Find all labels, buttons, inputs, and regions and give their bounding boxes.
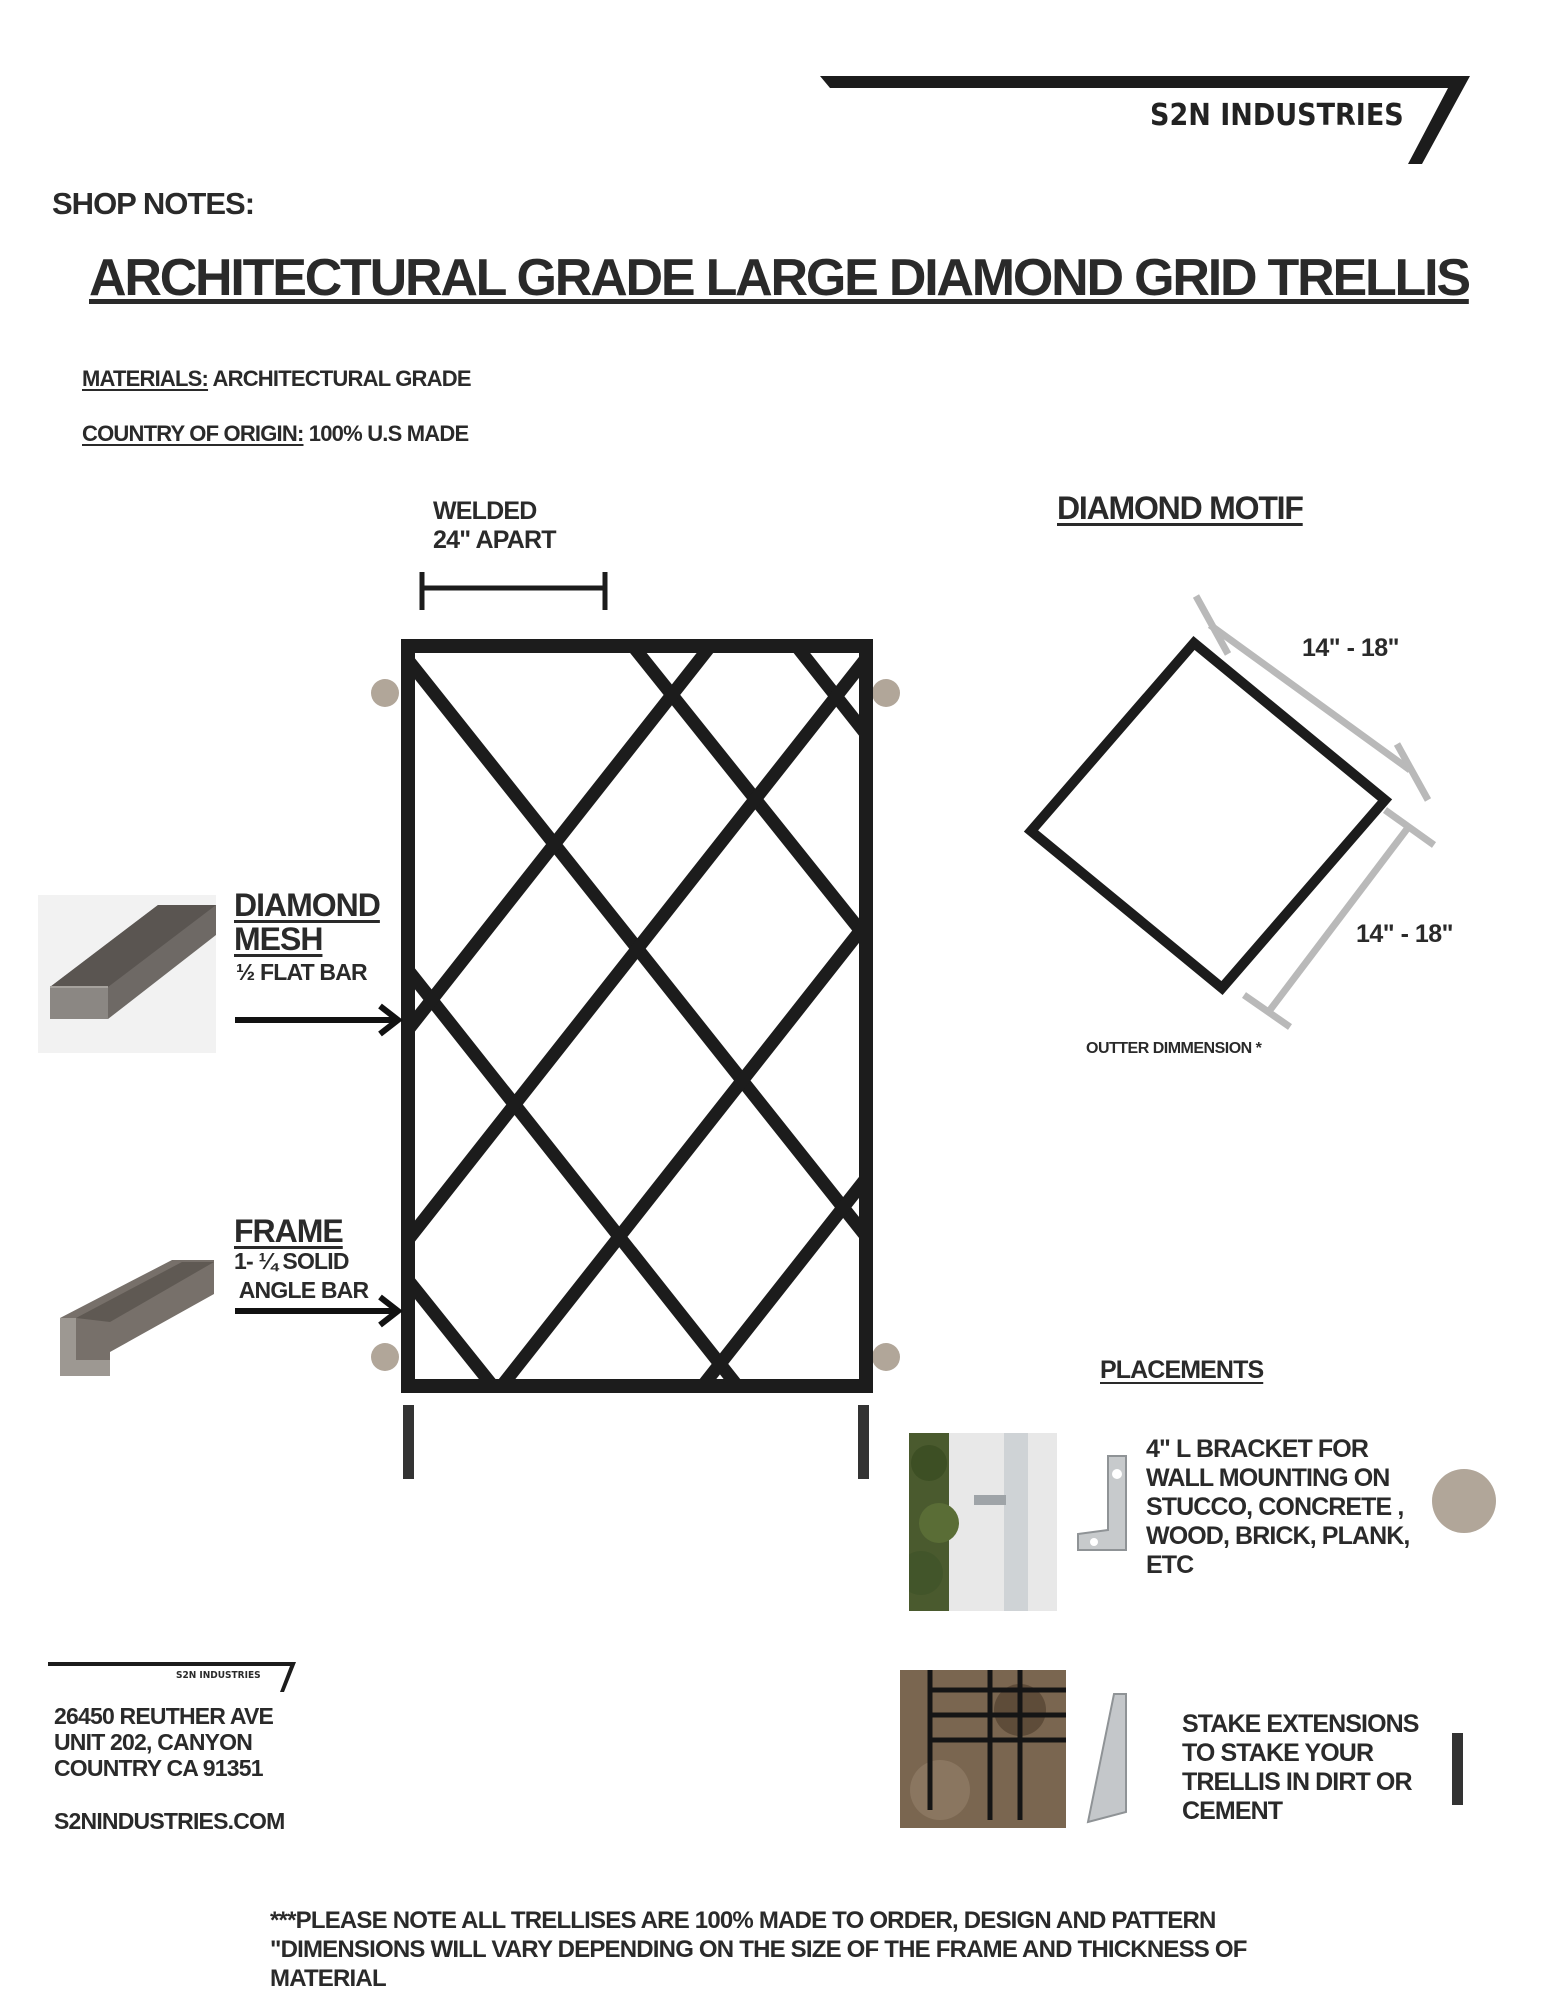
stake-marker [1452, 1733, 1463, 1805]
angle-bar-photo [52, 1256, 216, 1380]
bracket-line-3: STUCCO, CONCRETE , [1146, 1493, 1404, 1521]
address-line-3: COUNTRY CA 91351 [54, 1755, 263, 1781]
stake-extension-icon [1082, 1690, 1132, 1830]
frame-spec [234, 1247, 368, 1305]
stake-line-3: TRELLIS IN DIRT OR [1182, 1768, 1412, 1796]
bracket-line-5: ETC [1146, 1551, 1194, 1579]
stake-line-4: CEMENT [1182, 1797, 1283, 1825]
frame-title: FRAME [234, 1213, 343, 1249]
header-brand: S2N INDUSTRIES [1150, 98, 1404, 133]
frame-spec-line-2: ANGLE BAR [234, 1277, 369, 1303]
l-bracket-icon [1070, 1452, 1130, 1562]
spacing-dimension [422, 572, 605, 610]
frame-spec-line-1: 1- ¼ SOLID [234, 1248, 349, 1274]
origin-label: COUNTRY OF ORIGIN: [82, 421, 304, 446]
stake-right [858, 1405, 869, 1479]
welded-label [433, 497, 556, 555]
header-banner [0, 0, 1545, 180]
stake-left [403, 1405, 414, 1479]
footer-banner [40, 1656, 310, 1696]
origin-value: 100% U.S MADE [303, 421, 469, 446]
diamond-mesh [400, 560, 900, 1490]
footer-website[interactable]: S2NINDUSTRIES.COM [54, 1808, 285, 1834]
placement-dot [1430, 1467, 1500, 1537]
page-title: ARCHITECTURAL GRADE LARGE DIAMOND GRID TRELLIS [89, 249, 1469, 307]
stake-line-1: STAKE EXTENSIONS [1182, 1710, 1419, 1738]
wall-mount-photo [909, 1433, 1057, 1611]
welded-line-2: 24" APART [433, 526, 556, 554]
materials-line [82, 366, 471, 392]
disclaimer [270, 1906, 1370, 1993]
placements-title: PLACEMENTS [1100, 1356, 1264, 1384]
stake-description [1182, 1710, 1419, 1826]
bracket-description [1146, 1435, 1409, 1580]
motif-note: OUTTER DIMMENSION * [1086, 1040, 1262, 1057]
footer-address [54, 1703, 273, 1781]
origin-line [82, 421, 468, 447]
materials-value: ARCHITECTURAL GRADE [208, 366, 471, 391]
mount-dot-top-right [872, 679, 900, 707]
motif-dimension-bottom: 14" - 18" [1356, 920, 1454, 948]
diamond-motif-title: DIAMOND MOTIF [1057, 490, 1303, 526]
address-line-1: 26450 REUTHER AVE [54, 1703, 274, 1729]
bracket-line-4: WOOD, BRICK, PLANK, [1146, 1522, 1410, 1550]
welded-line-1: WELDED [433, 497, 537, 525]
motif-dimension-top: 14" - 18" [1302, 634, 1400, 662]
mount-dot-bottom-right [872, 1343, 900, 1371]
flat-bar-photo [38, 895, 216, 1053]
diamond-mesh-spec: ½ FLAT BAR [236, 959, 367, 985]
footer-brand: S2N INDUSTRIES [176, 1670, 261, 1681]
disclaimer-line-2: "DIMENSIONS WILL VARY DEPENDING ON THE SIZE OF THE FRAME AND THICKNESS OF [270, 1936, 1247, 1963]
mount-dot-bottom-left [371, 1343, 399, 1371]
address-line-2: UNIT 202, CANYON [54, 1729, 253, 1755]
bracket-line-2: WALL MOUNTING ON [1146, 1464, 1390, 1492]
bracket-line-1: 4" L BRACKET FOR [1146, 1435, 1369, 1463]
mesh-arrow [235, 1006, 398, 1034]
disclaimer-line-1: ***PLEASE NOTE ALL TRELLISES ARE 100% MADE TO ORDER, DESIGN AND PATTERN [270, 1907, 1216, 1934]
shop-notes-heading: SHOP NOTES: [52, 186, 255, 221]
stake-photo [900, 1670, 1066, 1828]
disclaimer-line-3: MATERIAL [270, 1965, 386, 1992]
diamond-mesh-title-line-1: DIAMOND [234, 887, 380, 923]
diamond-mesh-title-line-2: MESH [234, 921, 323, 957]
mount-dot-top-left [371, 679, 399, 707]
diamond-shape [1031, 643, 1385, 988]
stake-line-2: TO STAKE YOUR [1182, 1739, 1374, 1767]
materials-label: MATERIALS: [82, 366, 209, 391]
diamond-mesh-title [234, 888, 380, 956]
